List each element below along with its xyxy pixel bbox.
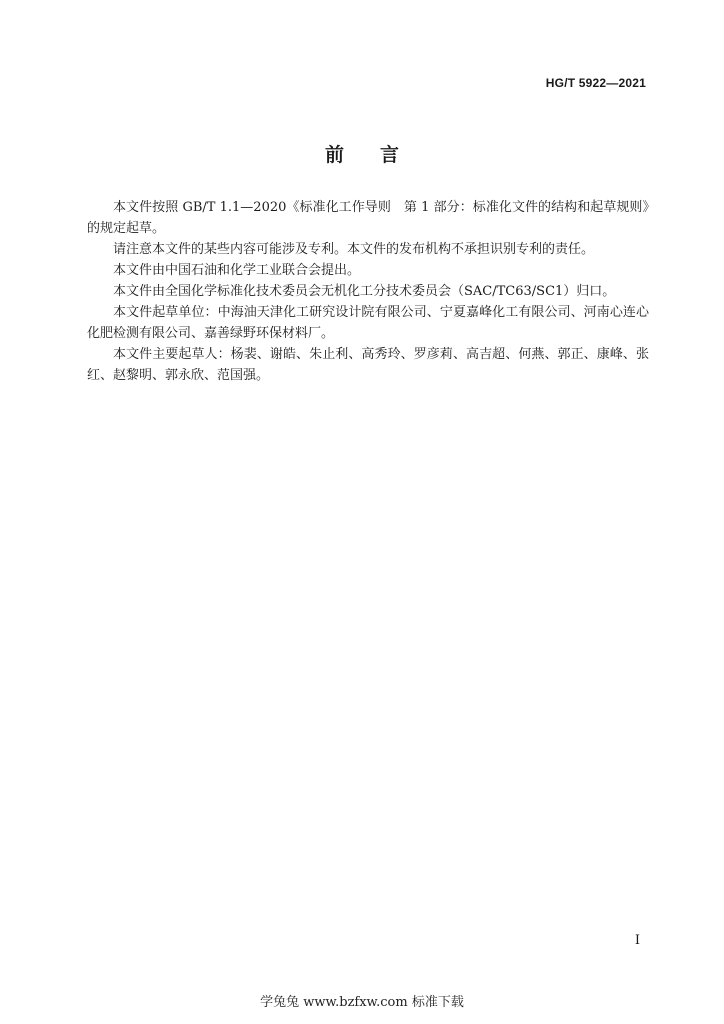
foreword-body <box>87 197 649 386</box>
paragraph-drafting-rules: 本文件按照 GB/T 1.1—2020《标准化工作导则 第 1 部分：标准化文件的结构和起草规则》的规定起草。 <box>87 200 649 236</box>
page-title <box>0 140 724 167</box>
document-code: HG/T 5922—2021 <box>545 76 646 90</box>
paragraph-patent-notice: 请注意本文件的某些内容可能涉及专利。本文件的发布机构不承担识别专利的责任。 <box>113 242 595 257</box>
paragraph-drafting-units: 本文件起草单位：中海油天津化工研究设计院有限公司、宁夏嘉峰化工有限公司、河南心连心化肥检测有限公司、嘉善绿野环保材料厂。 <box>87 305 649 341</box>
title-char-1: 前 <box>324 144 344 166</box>
watermark-text: 学兔兔 www.bzfxw.com 标准下载 <box>260 995 464 1010</box>
paragraph-drafters: 本文件主要起草人：杨裴、谢皓、朱止利、高秀玲、罗彦莉、高吉超、何燕、郭正、康峰、张红、赵黎明、郭永欣、范国强。 <box>87 347 649 383</box>
title-char-2: 言 <box>380 144 400 166</box>
paragraph-committee: 本文件由全国化学标准化技术委员会无机化工分技术委员会（SAC/TC63/SC1）归口。 <box>113 284 616 299</box>
paragraph-proposer: 本文件由中国石油和化学工业联合会提出。 <box>113 263 361 278</box>
page-number: I <box>634 933 640 948</box>
